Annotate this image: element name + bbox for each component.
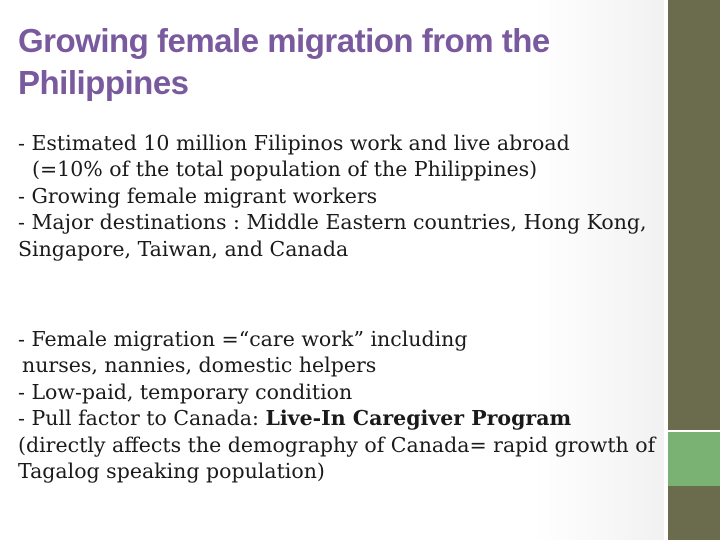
bullet-low-paid: - Low-paid, temporary condition: [18, 379, 353, 404]
bullet-block-2: [18, 326, 663, 484]
bullet-demography-note: (directly affects the demography of Canada= rapid growth of Tagalog speaking population): [18, 432, 656, 484]
bullet-destinations: - Major destinations : Middle Eastern countries, Hong Kong, Singapore, Taiwan, and Canada: [18, 210, 647, 261]
bullet-female-workers: - Growing female migrant workers: [18, 183, 378, 208]
bullet-pull-factor: [18, 405, 663, 431]
pull-factor-prefix: - Pull factor to Canada:: [18, 406, 266, 431]
side-rail-accent: [668, 432, 720, 486]
bullet-population-share: (=10% of the total population of the Philippines): [32, 157, 538, 182]
slide-title: Growing female migration from the Philippines: [18, 22, 550, 101]
bullet-care-work-examples: nurses, nannies, domestic helpers: [22, 353, 377, 378]
bullet-care-work: - Female migration =“care work” including: [18, 327, 468, 351]
pull-factor-program: Live-In Caregiver Program: [265, 406, 572, 431]
bullet-estimated-filipinos: - Estimated 10 million Filipinos work and live abroad: [18, 131, 570, 155]
bullet-block-1: [18, 130, 663, 262]
